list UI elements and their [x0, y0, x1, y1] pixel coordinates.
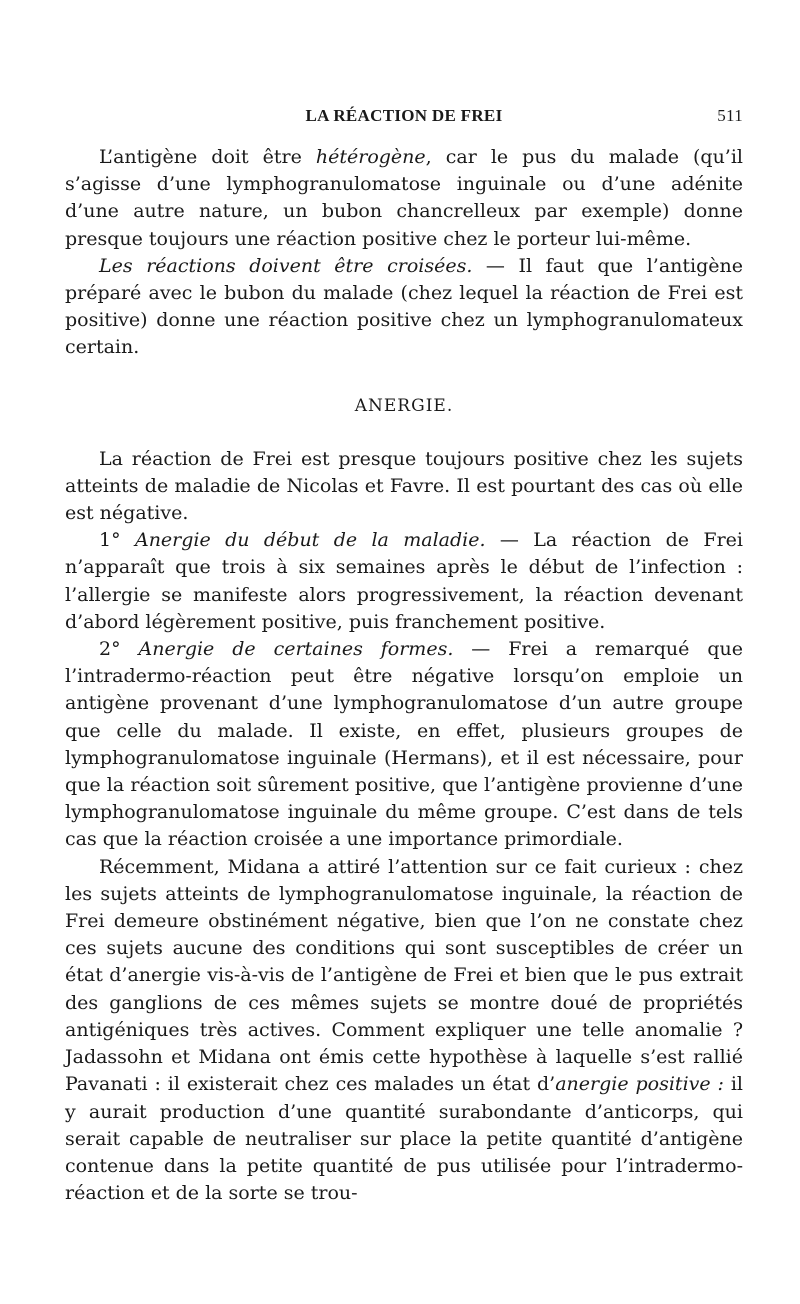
- italic-run: anergie positive :: [555, 1073, 724, 1096]
- italic-run: Anergie de certaines formes.: [138, 638, 454, 661]
- text-run: 2°: [99, 638, 139, 661]
- paragraph-anergie-debut: [65, 527, 743, 636]
- section-heading: ANERGIE.: [354, 395, 454, 416]
- text-run: , car le pus du malade (qu’il s’agisse d’une lymphogranulomatose inguinale ou d’une adénite d’une autre nature, un bubon chancrelleux par exemple) donne presque toujours une réaction positive chez le porteur lui-même.: [65, 146, 743, 250]
- paragraph-anergie-intro: [65, 446, 743, 528]
- text-run: — Il faut que l’antigène préparé avec le bubon du malade (chez lequel la réaction de Frei est positive) donne une réaction positive chez un lymphogranulomateux certain.: [65, 254, 743, 359]
- text-run: Récemment, Midana a attiré l’attention sur ce fait curieux : chez les sujets atteints de lymphogranulomatose inguinale, la réaction de Frei demeure obstinément négative, bien que l’on ne constate chez ces sujets aucune des conditions qui sont susceptibles de créer un état d’anergie vis-à-vis de l’antigène de Frei et bien que le pus extrait des ganglions de ces mêmes sujets se montre doué de propriétés antigéniques très actives. Comment expliquer une telle anomalie ? Jadassohn et Midana ont émis cette hypothèse à laquelle s’est rallié Pavanati : il existerait chez ces malades un état d’: [65, 855, 743, 1096]
- italic-run: hétérogène: [315, 146, 426, 168]
- paragraph-midana: [65, 854, 743, 1208]
- running-header: [65, 92, 743, 124]
- running-title: LA RÉACTION DE FREI: [305, 106, 503, 125]
- text-run: La réaction de Frei est presque toujours positive chez les sujets atteints de maladie de Nicolas et Favre. Il est pourtant des cas où elle est négative.: [65, 447, 743, 525]
- page-number: 511: [717, 106, 743, 125]
- text-run: — La réaction de Frei n’apparaît que trois à six semaines après le début de l’infection : l’allergie se manifeste alors progressivement, la réaction devenant d’abord légèrement positive, puis franchement positive.: [65, 529, 743, 633]
- paragraph-crossed-reactions: [65, 253, 743, 362]
- italic-run: Les réactions doivent être croisées.: [99, 254, 473, 277]
- text-run: L’antigène doit être: [99, 146, 316, 168]
- text-run: — Frei a remarqué que l’intradermo-réaction peut être négative lorsqu’on emploie un antigène provenant d’une lymphogranulomatose d’un autre groupe que celle du malade. Il existe, en effet, plusieurs groupes de lymphogranulomatose inguinale (Hermans), et il est nécessaire, pour que la réaction soit sûrement positive, que l’antigène provienne d’une lymphogranulomatose inguinale du même groupe. C’est dans de tels cas que la réaction croisée a une importance primordiale.: [65, 638, 743, 851]
- italic-run: Anergie du début de la maladie.: [134, 529, 486, 552]
- paragraph-anergie-formes: [65, 636, 743, 854]
- paragraph-antigen-heterogeneous: [65, 144, 743, 253]
- text-run: il y aurait production d’une quantité surabondante d’anticorps, qui serait capable de neutraliser sur place la petite quantité d’antigène contenue dans la petite quantité de pus utilisée pour l’intradermo-réaction et de la sorte se trou-: [65, 1073, 743, 1205]
- book-page: [65, 92, 743, 1207]
- text-run: 1°: [99, 529, 135, 552]
